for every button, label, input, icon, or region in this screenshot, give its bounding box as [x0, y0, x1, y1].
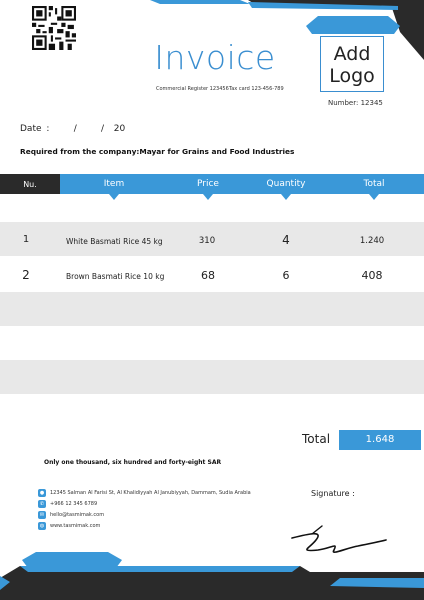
web-text: www.tasmimak.com [50, 522, 101, 529]
row1-price: 310 [198, 236, 216, 246]
header-quantity-pointer [281, 194, 291, 200]
signature-label: Signature : [311, 489, 355, 498]
commercial-register: Commercial Register 123456 [156, 86, 229, 92]
contact-web[interactable] [38, 521, 100, 530]
phone-text: +966 12 345 6789 [50, 500, 98, 507]
contact-address [38, 488, 251, 497]
header-quantity: Quantity [266, 179, 306, 189]
table-row [0, 360, 424, 394]
globe-icon: ◍ [39, 522, 45, 529]
header-price-pointer [203, 194, 213, 200]
header-item-pointer [109, 194, 119, 200]
row2-price: 68 [201, 269, 215, 282]
row2-quantity: 6 [282, 269, 290, 282]
company-line: Required from the company:Mayar for Grains and Food Industries [20, 147, 295, 156]
header-total-pointer [369, 194, 379, 200]
logo-line1: Add [333, 43, 371, 65]
logo-placeholder[interactable] [320, 36, 384, 92]
row1-total: 1.240 [359, 236, 385, 246]
logo-tab [306, 16, 400, 34]
top-accent-strip [150, 0, 250, 4]
address-text: 12345 Salman Al Farisi St, Al Khalidiyyah Al Janubiyyah, Dammam, Sudia Arabia [50, 489, 251, 496]
contact-phone [38, 499, 97, 508]
logo-line2: Logo [329, 65, 375, 87]
invoice-title: Invoice [154, 38, 276, 77]
header-number: Nu. [0, 174, 60, 194]
bottom-tab [22, 552, 122, 568]
row1-quantity: 4 [282, 233, 290, 247]
row2-item: Brown Basmati Rice 10 kg [66, 272, 165, 281]
row2-number: 2 [22, 268, 30, 282]
total-label: Total [302, 432, 331, 446]
total-value: 1.648 [339, 430, 421, 450]
row1-item: White Basmati Rice 45 kg [66, 237, 163, 246]
row1-number: 1 [22, 234, 30, 245]
tax-card: Tax card 123-456-789 [229, 86, 284, 92]
contact-email[interactable] [38, 510, 104, 519]
qr-code [32, 6, 76, 50]
phone-icon: ✆ [39, 500, 45, 507]
email-icon: ✉ [39, 511, 45, 518]
row2-total: 408 [361, 269, 383, 282]
signature-scribble [288, 520, 388, 560]
email-text: hello@tasmimak.com [50, 511, 105, 518]
header-item: Item [103, 179, 125, 189]
invoice-date: Date : / / 20 [20, 124, 126, 134]
header-price: Price [197, 179, 219, 189]
total-in-words: Only one thousand, six hundred and forty-eight SAR [44, 459, 222, 466]
invoice-number: Number: 12345 [328, 99, 383, 107]
table-row [0, 292, 424, 326]
location-icon: ● [39, 489, 45, 496]
header-total: Total [363, 179, 385, 189]
